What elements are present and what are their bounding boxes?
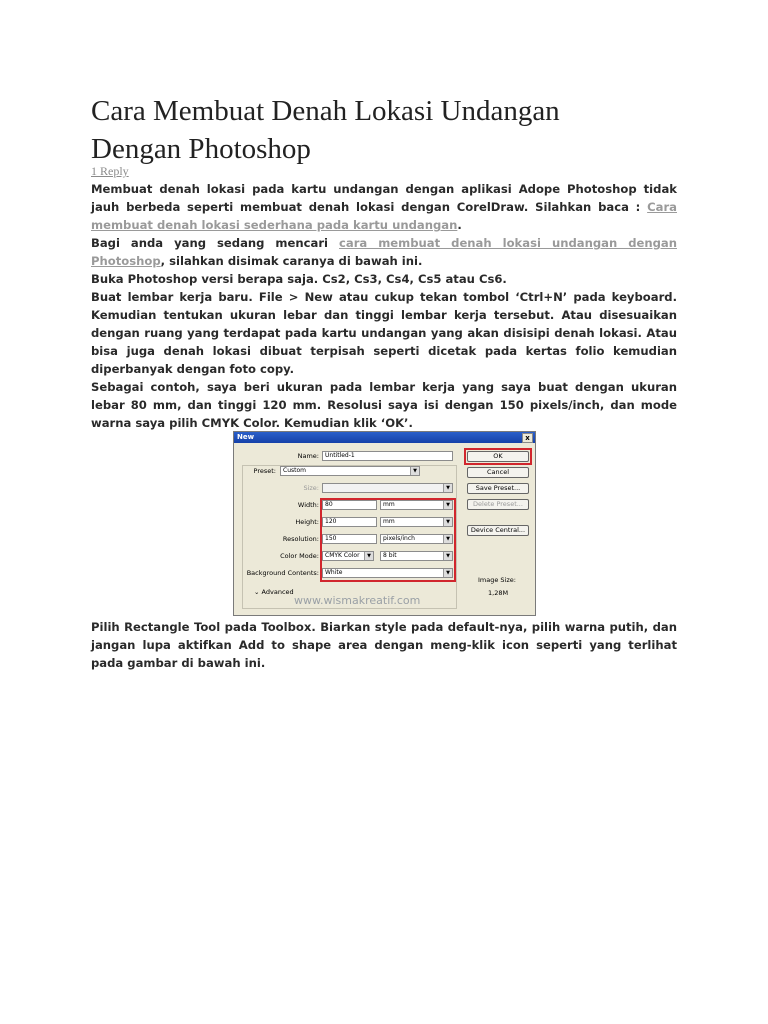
image-size-value: 1,28M xyxy=(488,589,509,597)
paragraph-open-photoshop: Buka Photoshop versi berapa saja. Cs2, Cs3, Cs4, Cs5 atau Cs6. xyxy=(91,272,507,286)
paragraph-new-document: Buat lembar kerja baru. File > New atau cukup tekan tombol ‘Ctrl+N’ pada keyboard. Kemudian tentukan ukuran lebar dan tinggi lembar kerja tersebut. Atau disesuaikan dengan ruang yang terdapat pada kartu undangan yang akan disisipi denah lokasi. Atau bisa juga denah lokasi dibuat terpisah seperti dicetak pada kertas folio kemudian diperbanyak dengan foto copy. xyxy=(91,290,677,376)
chevron-down-icon: ▼ xyxy=(443,484,452,492)
width-field[interactable]: 80 xyxy=(322,500,377,510)
resolution-label: Resolution: xyxy=(282,535,319,543)
background-contents-label: Background Contents: xyxy=(246,569,319,577)
size-label: Size: xyxy=(303,484,319,492)
delete-preset-button[interactable]: Delete Preset... xyxy=(467,499,529,510)
cancel-button[interactable]: Cancel xyxy=(467,467,529,478)
ok-button[interactable]: OK xyxy=(467,451,529,462)
dialog-title-bar xyxy=(234,432,535,443)
article-body-bottom xyxy=(91,618,677,672)
background-contents-dropdown[interactable]: White ▼ xyxy=(322,568,453,578)
preset-label: Preset: xyxy=(253,467,276,475)
highlight-fields-box xyxy=(320,498,456,582)
chevron-down-icon: ▼ xyxy=(364,552,373,560)
chevron-down-icon: ▼ xyxy=(443,535,452,543)
image-size-label: Image Size: xyxy=(478,576,516,584)
paragraph-search: Bagi anda yang sedang mencari cara membuat denah lokasi undangan dengan Photoshop, silahkan disimak caranya di bawah ini. xyxy=(91,236,677,268)
height-field[interactable]: 120 xyxy=(322,517,377,527)
resolution-field[interactable]: 150 xyxy=(322,534,377,544)
width-label: Width: xyxy=(297,501,319,509)
height-label: Height: xyxy=(295,518,319,526)
chevron-double-down-icon: ⌄ xyxy=(254,588,260,596)
chevron-down-icon: ▼ xyxy=(443,501,452,509)
article-body-top xyxy=(91,180,677,432)
reply-link[interactable]: 1 Reply xyxy=(91,164,129,178)
paragraph-intro: Membuat denah lokasi pada kartu undangan dengan aplikasi Adope Photoshop tidak jauh berbeda seperti membuat denah lokasi dengan CorelDraw. Silahkan baca : Cara membuat denah lokasi sederhana pada kartu undangan. xyxy=(91,182,677,232)
preset-dropdown[interactable]: Custom ▼ xyxy=(280,466,420,476)
article-title xyxy=(91,92,691,168)
chevron-down-icon: ▼ xyxy=(443,518,452,526)
article-title-line-2: Dengan Photoshop xyxy=(91,133,311,165)
paragraph-example-size: Sebagai contoh, saya beri ukuran pada lembar kerja yang saya buat dengan ukuran lebar 80 mm, dan tinggi 120 mm. Resolusi saya isi dengan 150 pixels/inch, dan mode warna saya pilih CMYK Color. Kemudian klik ‘OK’. xyxy=(91,380,677,430)
close-icon[interactable]: x xyxy=(522,433,533,443)
color-mode-label: Color Mode: xyxy=(280,552,319,560)
chevron-down-icon: ▼ xyxy=(410,467,419,475)
article-title-line-1: Cara Membuat Denah Lokasi Undangan xyxy=(91,95,560,127)
link-denah-coreldraw[interactable]: Cara membuat denah lokasi sederhana pada kartu undangan xyxy=(91,200,677,232)
chevron-down-icon: ▼ xyxy=(443,569,452,577)
device-central-button[interactable]: Device Central... xyxy=(467,525,529,536)
chevron-down-icon: ▼ xyxy=(443,552,452,560)
name-label: Name: xyxy=(297,452,319,460)
resolution-unit-dropdown[interactable]: pixels/inch ▼ xyxy=(380,534,453,544)
highlight-ok-box xyxy=(464,448,532,465)
height-unit-dropdown[interactable]: mm ▼ xyxy=(380,517,453,527)
watermark: www.wismakreatif.com xyxy=(294,594,421,607)
save-preset-button[interactable]: Save Preset... xyxy=(467,483,529,494)
paragraph-rectangle-tool: Pilih Rectangle Tool pada Toolbox. Biarkan style pada default-nya, pilih warna putih, dan jangan lupa aktifkan Add to shape area dengan meng-klik icon seperti yang terlihat pada gambar di bawah ini. xyxy=(91,620,677,670)
new-document-dialog xyxy=(233,431,536,616)
width-unit-dropdown[interactable]: mm ▼ xyxy=(380,500,453,510)
dialog-title: New xyxy=(237,433,255,441)
link-denah-photoshop[interactable]: cara membuat denah lokasi undangan dengan Photoshop xyxy=(91,236,677,268)
bit-depth-dropdown[interactable]: 8 bit ▼ xyxy=(380,551,453,561)
name-field[interactable]: Untitled-1 xyxy=(322,451,453,461)
size-dropdown[interactable] xyxy=(322,483,453,493)
advanced-toggle[interactable] xyxy=(254,588,294,596)
color-mode-dropdown[interactable]: CMYK Color ▼ xyxy=(322,551,374,561)
advanced-label: Advanced xyxy=(261,588,294,596)
